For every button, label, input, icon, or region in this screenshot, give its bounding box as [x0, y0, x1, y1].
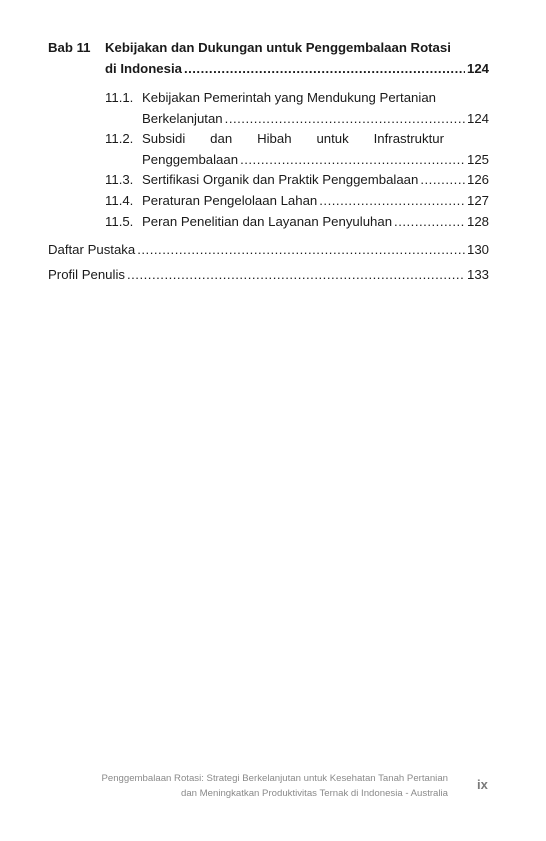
leader-dots: [225, 111, 465, 126]
entry-number: 11.1.: [105, 90, 134, 105]
toc-entry-profil-penulis[interactable]: [48, 267, 489, 282]
toc-entry-11-4[interactable]: [105, 193, 489, 214]
entry-number: 11.3.: [105, 172, 134, 187]
toc-entry-11-5[interactable]: [105, 214, 489, 235]
toc-entry-daftar-pustaka[interactable]: [48, 242, 489, 257]
leader-dots: [240, 152, 465, 167]
leader-dots: [184, 61, 465, 76]
toc-entry-11-2[interactable]: [105, 131, 489, 172]
leader-dots: [394, 214, 465, 229]
chapter-title-line2: di Indonesia: [105, 61, 182, 76]
entry-page-number: 127: [466, 193, 489, 208]
footer-line1: Penggembalaan Rotasi: Strategi Berkelanjutan untuk Kesehatan Tanah Pertanian: [101, 773, 448, 784]
entry-title-line1: [142, 131, 444, 152]
entry-title: Peran Penelitian dan Layanan Penyuluhan: [142, 214, 393, 229]
word: untuk: [316, 131, 349, 146]
chapter-title-line2-row: [105, 61, 489, 76]
leader-dots: [137, 242, 465, 257]
leader-dots: [319, 193, 465, 208]
footer-line2: dan Meningkatkan Produktivitas Ternak di Indonesia - Australia: [180, 788, 448, 799]
entry-title-line2: Berkelanjutan: [142, 111, 223, 126]
entry-title: Profil Penulis: [48, 267, 125, 282]
toc-entry-11-3[interactable]: [105, 172, 489, 193]
leader-dots: [127, 267, 465, 282]
word: Hibah: [257, 131, 292, 146]
word: Subsidi: [142, 131, 186, 146]
entry-page-number: 125: [466, 152, 489, 167]
entry-page-number: 128: [466, 214, 489, 229]
table-of-contents: [48, 40, 489, 282]
entry-page-number: 124: [466, 111, 489, 126]
toc-chapter-11[interactable]: [48, 40, 489, 83]
entry-title-line1: Kebijakan Pemerintah yang Mendukung Pertanian: [142, 90, 436, 105]
word: dan: [210, 131, 233, 146]
toc-entry-11-1[interactable]: [105, 90, 489, 131]
entry-number: 11.4.: [105, 193, 134, 208]
word: Infrastruktur: [373, 131, 444, 146]
entry-title: Peraturan Pengelolaan Lahan: [142, 193, 318, 208]
chapter-label: Bab 11: [48, 40, 91, 55]
running-footer: [101, 771, 448, 801]
page-number: ix: [477, 777, 488, 792]
entry-title: Daftar Pustaka: [48, 242, 136, 257]
chapter-page-number: 124: [466, 61, 489, 76]
entry-title: Sertifikasi Organik dan Praktik Penggembalaan: [142, 172, 419, 187]
entry-page-number: 126: [466, 172, 489, 187]
entry-number: 11.5.: [105, 214, 134, 229]
entry-number: 11.2.: [105, 131, 134, 146]
entry-title-line2: Penggembalaan: [142, 152, 239, 167]
chapter-title-line1: Kebijakan dan Dukungan untuk Penggembalaan Rotasi: [105, 40, 451, 55]
leader-dots: [420, 172, 465, 187]
entry-page-number: 130: [466, 242, 489, 257]
entry-page-number: 133: [466, 267, 489, 282]
